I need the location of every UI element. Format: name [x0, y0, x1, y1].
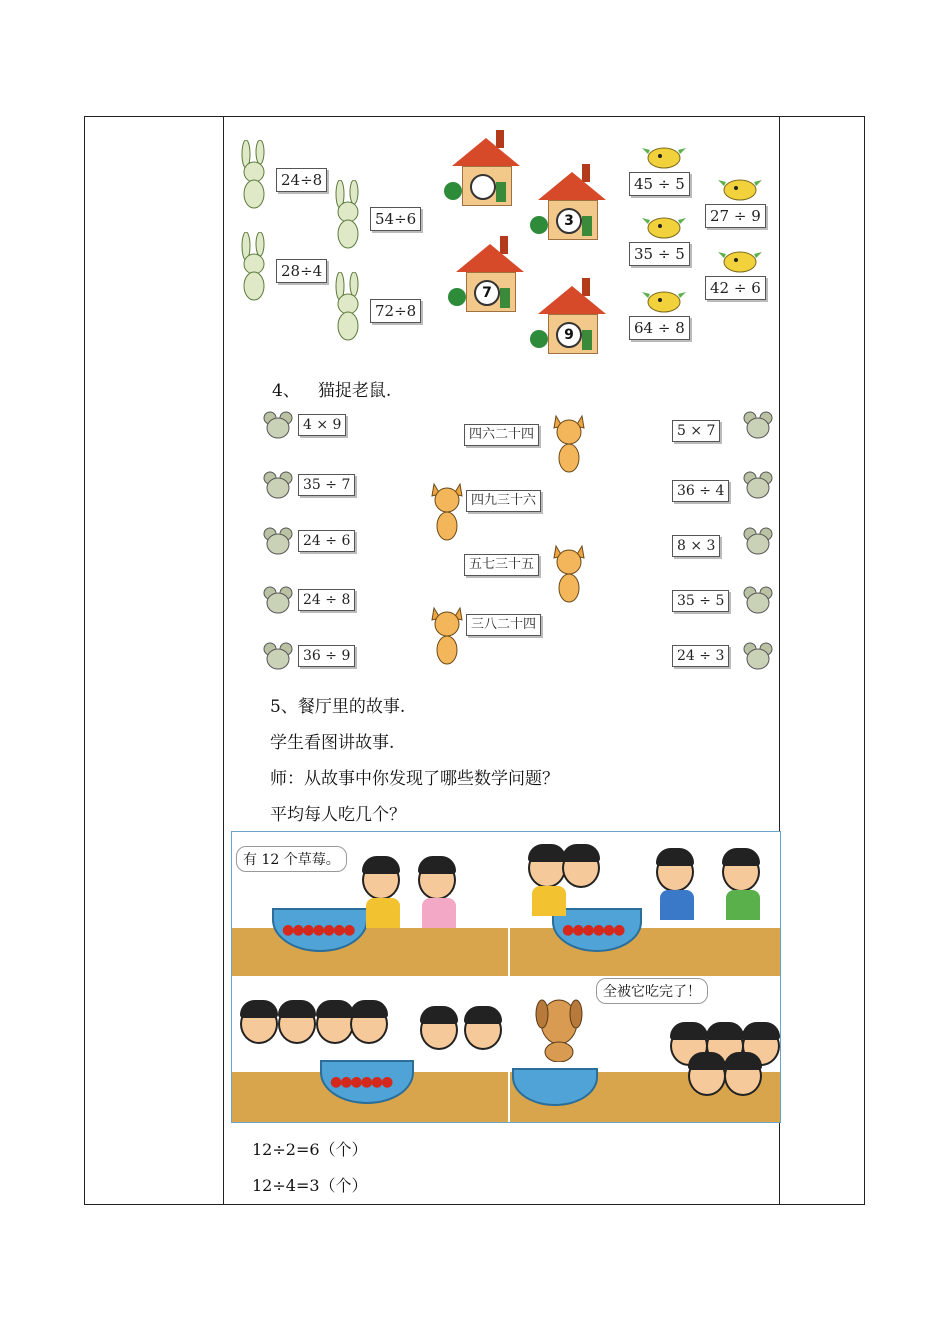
- kid-icon: [656, 852, 694, 892]
- cat-icon: [428, 480, 466, 546]
- mouse-problem: 35 ÷ 7: [298, 474, 355, 496]
- section5-line3: 平均每人吃几个？: [270, 805, 406, 825]
- section5-line1: 学生看图讲故事.: [270, 733, 395, 753]
- house-number: 3: [556, 208, 582, 234]
- rabbit-icon: [236, 140, 276, 216]
- bird-icon: [640, 144, 688, 174]
- rabbit-problem: 28÷4: [276, 259, 327, 283]
- mouse-icon: [742, 470, 774, 504]
- mouse-problem: 24 ÷ 6: [298, 530, 355, 552]
- mouse-icon: [262, 641, 294, 675]
- kid-icon: [528, 848, 566, 888]
- speech-bubble: 有 12 个草莓。: [236, 846, 347, 872]
- section4-title: 猫捉老鼠.: [317, 381, 392, 401]
- bird-problem: 45 ÷ 5: [629, 172, 690, 196]
- mouse-icon: [742, 410, 774, 444]
- comic-panel-2: [510, 832, 780, 976]
- house-number: 7: [474, 280, 500, 306]
- bird-problem: 42 ÷ 6: [705, 276, 766, 300]
- kid-icon: [316, 1004, 354, 1044]
- bird-problem: 35 ÷ 5: [629, 242, 690, 266]
- rabbit-problem: 24÷8: [276, 168, 327, 192]
- strawberries-icon: ●●●●●●: [562, 922, 624, 938]
- rabbit-problem: 72÷8: [370, 299, 421, 323]
- bird-icon: [640, 288, 688, 318]
- kid-icon: [688, 1056, 726, 1096]
- comic-panel-1: [232, 832, 508, 976]
- bird-icon: [716, 176, 764, 206]
- cat-icon: [550, 542, 588, 608]
- mouse-icon: [262, 526, 294, 560]
- bird-icon: [716, 248, 764, 278]
- mouse-problem: 36 ÷ 4: [672, 480, 729, 502]
- mouse-icon: [742, 526, 774, 560]
- column-divider-left: [223, 117, 224, 1204]
- mouse-problem: 36 ÷ 9: [298, 645, 355, 667]
- house-number: [470, 174, 496, 200]
- mouse-problem: 8 × 3: [672, 535, 720, 557]
- bird-problem: 64 ÷ 8: [629, 316, 690, 340]
- kid-icon: [562, 848, 600, 888]
- strawberries-icon: ●●●●●●: [330, 1074, 392, 1090]
- bird-icon: [640, 214, 688, 244]
- cat-rhyme: 五七三十五: [464, 554, 539, 576]
- kid-icon: [464, 1010, 502, 1050]
- cat-rhyme: 三八二十四: [466, 614, 541, 636]
- mouse-icon: [262, 585, 294, 619]
- speech-bubble: 全被它吃完了！: [596, 978, 708, 1004]
- kid-icon: [278, 1004, 316, 1044]
- mouse-icon: [742, 585, 774, 619]
- dog-icon: [532, 992, 586, 1062]
- section4-heading: [272, 376, 391, 401]
- kid-icon: [418, 860, 456, 900]
- section5-line2: 师：从故事中你发现了哪些数学问题？: [270, 769, 559, 789]
- mouse-problem: 24 ÷ 3: [672, 645, 729, 667]
- house-number: 9: [556, 322, 582, 348]
- rabbit-icon: [236, 232, 276, 308]
- section5-title: 5、餐厅里的故事.: [270, 697, 406, 717]
- comic-panel-4: [510, 978, 780, 1122]
- kid-icon: [420, 1010, 458, 1050]
- rabbit-problem: 54÷6: [370, 207, 421, 231]
- strawberries-icon: ●●●●●●●: [282, 922, 354, 938]
- mouse-icon: [742, 641, 774, 675]
- cat-icon: [428, 604, 466, 670]
- cat-rhyme: 四六二十四: [464, 424, 539, 446]
- mouse-problem: 4 × 9: [298, 414, 346, 436]
- kid-icon: [350, 1004, 388, 1044]
- mouse-problem: 5 × 7: [672, 420, 720, 442]
- answer-line: 12÷4=3（个）: [252, 1176, 368, 1195]
- kid-icon: [362, 860, 400, 900]
- mouse-problem: 35 ÷ 5: [672, 590, 729, 612]
- section4-number: 4、: [272, 381, 300, 401]
- bird-problem: 27 ÷ 9: [705, 204, 766, 228]
- cat-rhyme: 四九三十六: [466, 490, 541, 512]
- rabbit-icon: [330, 180, 370, 256]
- rabbit-icon: [330, 272, 370, 348]
- restaurant-comic: [231, 831, 781, 1123]
- answer-line: 12÷2=6（个）: [252, 1140, 368, 1159]
- mouse-icon: [262, 410, 294, 444]
- cat-icon: [550, 412, 588, 478]
- mouse-icon: [262, 470, 294, 504]
- kid-icon: [724, 1056, 762, 1096]
- mouse-problem: 24 ÷ 8: [298, 589, 355, 611]
- kid-icon: [240, 1004, 278, 1044]
- comic-panel-3: [232, 978, 508, 1122]
- kid-icon: [722, 852, 760, 892]
